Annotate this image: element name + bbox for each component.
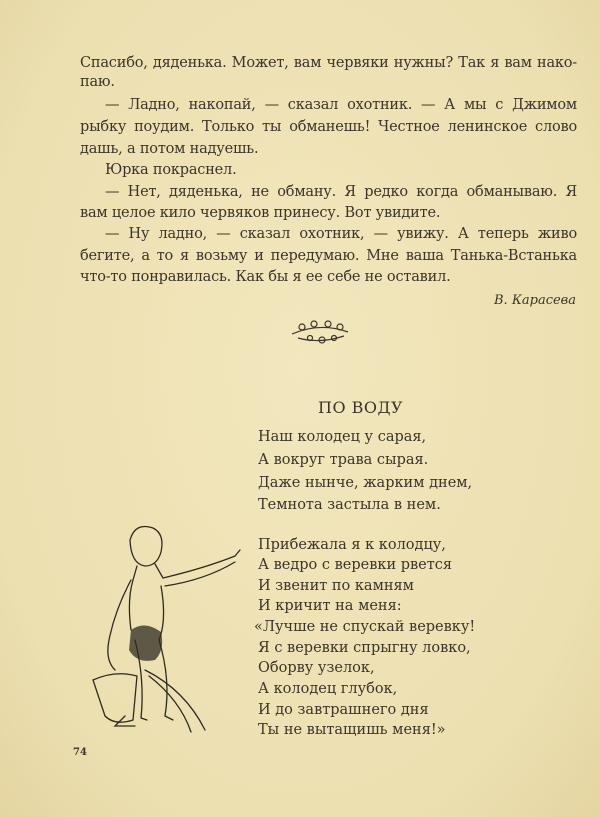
verse-line: И до завтрашнего дня: [258, 702, 429, 718]
verse-line: Ты не вытащишь меня!»: [258, 722, 446, 738]
prose-line: — Нет, дяденька, не обману. Я редко когда обманываю. Я: [105, 184, 577, 200]
prose-line: вам целое кило червяков принесу. Вот увидите.: [80, 205, 441, 221]
verse-line: Прибежала я к колодцу,: [258, 537, 446, 553]
prose-line: паю.: [80, 74, 115, 90]
verse-line: «Лучше не спускай веревку!: [254, 619, 476, 635]
prose-line: дашь, а потом надуешь.: [80, 141, 259, 157]
author-signature: В. Карасева: [494, 293, 576, 308]
verse-line: Наш колодец у сарая,: [258, 429, 427, 445]
child-illustration: [75, 520, 245, 735]
floral-ornament-icon: [288, 318, 352, 344]
prose-line: Юрка покраснел.: [105, 162, 237, 178]
verse-line: И звенит по камням: [258, 578, 414, 594]
verse-line: Даже нынче, жарким днем,: [258, 475, 473, 491]
prose-line: Спасибо, дяденька. Может, вам червяки нужны? Так я вам нако-: [80, 55, 577, 71]
prose-line: — Ладно, накопай, — сказал охотник. — А мы с Джимом: [105, 97, 577, 113]
prose-line: — Ну ладно, — сказал охотник, — увижу. А теперь живо: [105, 226, 577, 242]
prose-line: рыбку поудим. Только ты обманешь! Честное ленинское слово: [80, 119, 577, 135]
prose-line: бегите, а то я возьму и передумаю. Мне ваша Танька-Встанька: [80, 248, 577, 264]
page-number: 74: [73, 747, 87, 758]
verse-line: Я с веревки спрыгну ловко,: [258, 640, 471, 656]
verse-line: А колодец глубок,: [258, 681, 398, 697]
verse-line: Темнота застыла в нем.: [258, 497, 441, 513]
verse-line: А ведро с веревки рвется: [258, 557, 453, 573]
prose-line: что-то понравилась. Как бы я ее себе не оставил.: [80, 269, 451, 285]
poem-title: ПО ВОДУ: [318, 398, 404, 417]
verse-line: Оборву узелок,: [258, 660, 375, 676]
verse-line: И кричит на меня:: [258, 598, 402, 614]
verse-line: А вокруг трава сырая.: [258, 452, 429, 468]
